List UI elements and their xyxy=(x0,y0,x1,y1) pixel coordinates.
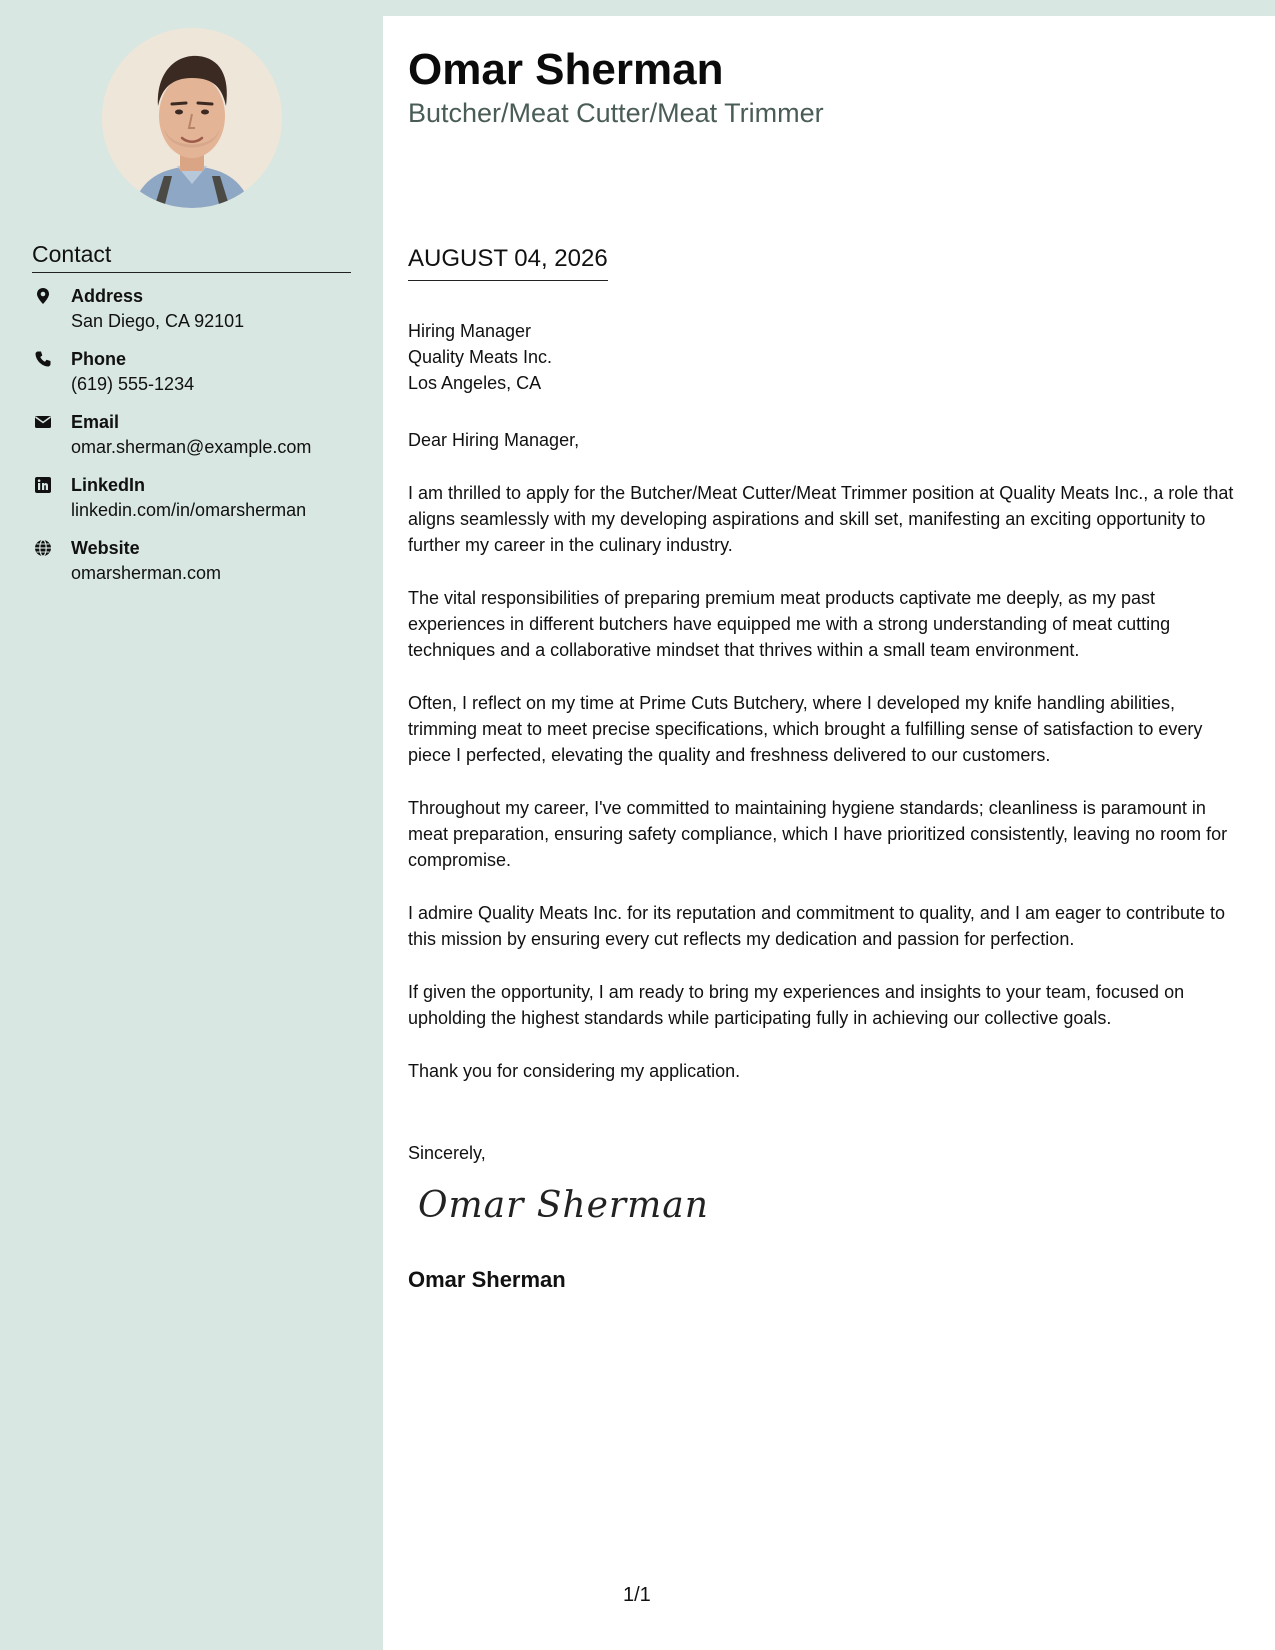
address-value: San Diego, CA 92101 xyxy=(71,311,245,331)
contact-address xyxy=(32,284,372,347)
handwritten-signature: Omar Sherman xyxy=(418,1185,709,1226)
job-title: Butcher/Meat Cutter/Meat Trimmer xyxy=(408,98,824,128)
envelope-icon xyxy=(34,413,52,431)
contact-linkedin xyxy=(32,473,372,536)
phone-icon xyxy=(34,350,52,368)
contact-email xyxy=(32,410,372,473)
letter-main xyxy=(383,16,1275,1650)
contact-heading: Contact xyxy=(32,240,351,273)
letter-body xyxy=(408,427,1248,1111)
signer-name: Omar Sherman xyxy=(408,1267,566,1292)
contact-list xyxy=(32,284,372,599)
recipient-line: Los Angeles, CA xyxy=(408,373,542,393)
email-value[interactable]: omar.sherman@example.com xyxy=(71,437,312,457)
address-label: Address xyxy=(71,286,144,306)
body-paragraph: Often, I reflect on my time at Prime Cuts Butchery, where I developed my knife handling abilities, trimming meat to meet precise specifications, which brought a fulfilling sense of satisfaction to every piece I perfected, elevating the quality and freshness delivered to our customers. xyxy=(408,693,1203,765)
phone-label: Phone xyxy=(71,349,127,369)
page-number: 1/1 xyxy=(623,1584,651,1606)
recipient-block xyxy=(408,318,552,396)
applicant-name: Omar Sherman xyxy=(408,45,724,94)
recipient-line: Quality Meats Inc. xyxy=(408,347,553,367)
contact-phone xyxy=(32,347,372,410)
profile-photo xyxy=(102,28,282,208)
body-paragraph: Thank you for considering my application. xyxy=(408,1061,741,1081)
phone-value: (619) 555-1234 xyxy=(71,374,195,394)
salutation: Dear Hiring Manager, xyxy=(408,430,580,450)
globe-icon xyxy=(34,539,52,557)
website-label: Website xyxy=(71,538,140,558)
closing: Sincerely, xyxy=(408,1143,486,1163)
body-paragraph: Throughout my career, I've committed to maintaining hygiene standards; cleanliness is paramount in meat preparation, ensuring safety compliance, which I have prioritized consistently, leaving no room for compromise. xyxy=(408,798,1228,870)
sidebar xyxy=(0,0,383,1650)
contact-website xyxy=(32,536,372,599)
email-label: Email xyxy=(71,412,120,432)
body-paragraph: I am thrilled to apply for the Butcher/Meat Cutter/Meat Trimmer position at Quality Meats Inc., a role that aligns seamlessly with my developing aspirations and skill set, manifesting an exciting opportunity to further my career in the culinary industry. xyxy=(408,483,1234,555)
linkedin-label: LinkedIn xyxy=(71,475,146,495)
linkedin-icon xyxy=(34,476,52,494)
body-paragraph: I admire Quality Meats Inc. for its reputation and commitment to quality, and I am eager to contribute to this mission by ensuring every cut reflects my dedication and passion for perfection. xyxy=(408,903,1226,949)
location-pin-icon xyxy=(34,287,52,305)
linkedin-value[interactable]: linkedin.com/in/omarsherman xyxy=(71,500,307,520)
body-paragraph: The vital responsibilities of preparing premium meat products captivate me deeply, as my past experiences in different butchers have equipped me with a strong understanding of meat cutting techniques and a collaborative mindset that thrives within a small team environment. xyxy=(408,588,1171,660)
body-paragraph: If given the opportunity, I am ready to bring my experiences and insights to your team, focused on upholding the highest standards while participating fully in achieving our collective goals. xyxy=(408,982,1185,1028)
website-value[interactable]: omarsherman.com xyxy=(71,563,222,583)
letter-date: AUGUST 04, 2026 xyxy=(408,244,608,281)
recipient-line: Hiring Manager xyxy=(408,321,532,341)
